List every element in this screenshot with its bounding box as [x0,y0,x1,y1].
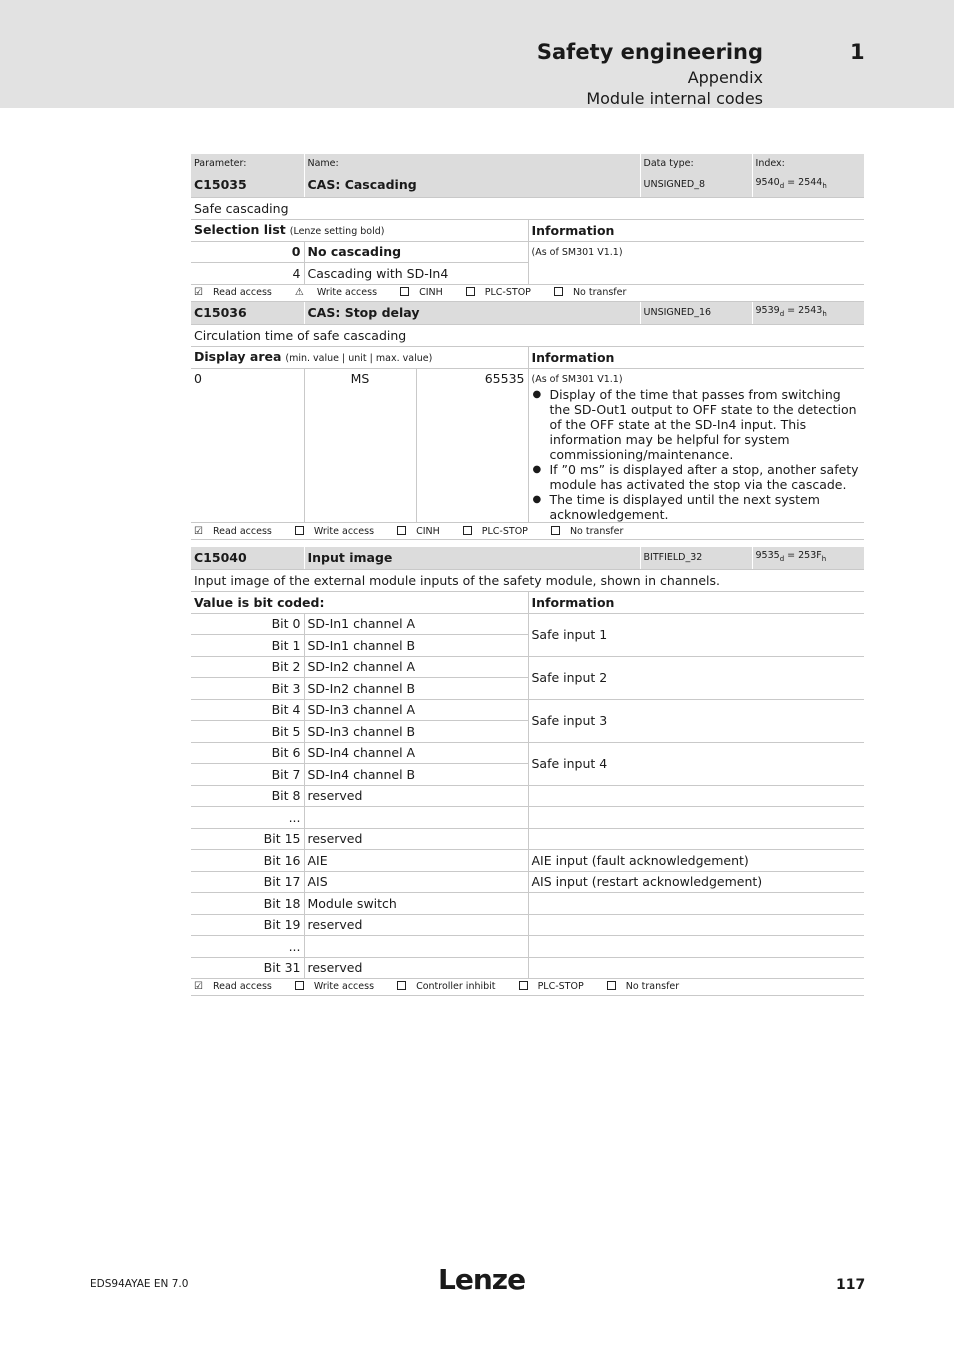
read-access-flag: ☑ Read access [194,287,272,298]
param-name: CAS: Cascading [304,173,640,197]
info-bullet: ● The time is displayed until the next system acknowledgement. [550,492,862,522]
empty-box-icon [400,287,409,296]
param-index: $9540_d = 2544_h$ [752,173,864,197]
page-title: Safety engineering [536,40,763,64]
bit-number: Bit 7 [191,763,304,785]
bit-info [528,806,864,828]
header-band [0,0,954,108]
bit-number: ... [191,806,304,828]
bit-label: reserved [304,957,528,978]
empty-box-icon [463,526,472,535]
bit-label: SD-In3 channel B [304,720,528,742]
param-description: Safe cascading [191,197,864,219]
info-version: (As of SM301 V1.1) [531,374,623,385]
cinh-flag: CINH [397,526,450,537]
section-title: Appendix [687,68,763,87]
plc-stop-flag: PLC-STOP [463,526,538,537]
no-transfer-flag: No transfer [607,981,689,992]
bit-number: Bit 15 [191,828,304,849]
empty-box-icon [551,526,560,535]
data-type-label: Data type: [640,154,752,173]
bit-number: Bit 8 [191,785,304,806]
empty-box-icon [295,981,304,990]
param-data-type: UNSIGNED_16 [640,302,752,325]
write-access-flag: ⚠ Write access [294,287,378,298]
bit-label: Module switch [304,892,528,914]
bit-info [528,914,864,935]
info-text: (As of SM301 V1.1) [528,241,864,284]
plc-stop-flag: PLC-STOP [466,287,541,298]
lenze-logo: Lenze [438,1263,526,1296]
param-index: $9535_d = 253F_h$ [752,547,864,569]
bit-number: Bit 19 [191,914,304,935]
cinh-flag: CINH [400,287,453,298]
bit-label: SD-In2 channel A [304,656,528,677]
bit-number: Bit 18 [191,892,304,914]
bit-number: Bit 3 [191,677,304,699]
bit-label [304,806,528,828]
subsection-title: Module internal codes [586,89,763,108]
option-label: No cascading [304,241,528,262]
bit-info: Safe input 2 [528,656,864,699]
empty-box-icon [466,287,475,296]
checked-box-icon: ☑ [194,287,203,298]
bit-number: Bit 31 [191,957,304,978]
write-access-flag: Write access [295,526,384,537]
bit-number: Bit 6 [191,742,304,763]
unit: MS [304,369,416,523]
bit-number: Bit 17 [191,871,304,892]
display-area-header: Display area (min. value | unit | max. value) [191,347,528,369]
read-access-flag: ☑ Read access [194,525,272,537]
bit-info [528,892,864,914]
bit-label: SD-In4 channel B [304,763,528,785]
index-label: Index: [752,154,864,173]
bit-info: Safe input 1 [528,613,864,656]
param-name: CAS: Stop delay [304,302,640,325]
param-table-c15040 [191,547,864,996]
empty-box-icon [397,981,406,990]
empty-box-icon [397,526,406,535]
read-access-flag: ☑ Read access [194,981,272,992]
parameter-label: Parameter: [191,154,304,173]
access-flags [191,523,864,540]
info-cell [528,369,864,523]
param-code: C15036 [191,302,304,325]
param-name: Input image [304,547,640,569]
param-table-c15035 [191,154,864,302]
bit-label: AIE [304,849,528,871]
information-header: Information [528,347,864,369]
name-label: Name: [304,154,640,173]
bit-info [528,957,864,978]
empty-box-icon [554,287,563,296]
document-id: EDS94AYAE EN 7.0 [90,1278,189,1290]
parameter-tables [191,154,864,996]
param-data-type: BITFIELD_32 [640,547,752,569]
bit-info [528,935,864,957]
bit-info: Safe input 3 [528,699,864,742]
empty-box-icon [295,526,304,535]
bit-number: ... [191,935,304,957]
information-header: Information [528,591,864,613]
page-number: 117 [836,1277,866,1293]
param-data-type: UNSIGNED_8 [640,173,752,197]
bit-label [304,935,528,957]
bit-number: Bit 4 [191,699,304,720]
bit-number: Bit 16 [191,849,304,871]
bit-label: SD-In1 channel A [304,613,528,634]
access-flags [191,284,864,301]
max-value: 65535 [416,369,528,523]
bit-info [528,828,864,849]
bit-info [528,785,864,806]
controller-inhibit-flag: Controller inhibit [397,981,505,992]
option-label: Cascading with SD-In4 [304,262,528,284]
bit-coded-header: Value is bit coded: [191,591,528,613]
checked-box-icon: ☑ [194,981,203,992]
info-bullet: ● Display of the time that passes from switching the SD-Out1 output to OFF state to the detection of the OFF state at the SD-In4 input. This information may be helpful for system commissioning/maintenance. [550,387,862,462]
info-bullets [532,387,862,522]
empty-box-icon [607,981,616,990]
param-table-c15036 [191,302,864,541]
bit-label: reserved [304,914,528,935]
bit-label: reserved [304,785,528,806]
min-value: 0 [191,369,304,523]
bit-label: reserved [304,828,528,849]
info-bullet: ● If ”0 ms” is displayed after a stop, another safety module has activated the stop via the cascade. [550,462,862,492]
selection-list-header: Selection list (Lenze setting bold) [191,219,528,241]
bit-label: SD-In3 channel A [304,699,528,720]
write-access-flag: Write access [295,981,384,992]
access-flags [191,978,864,995]
option-value: 0 [191,241,304,262]
warning-icon: ⚠ [294,287,304,298]
chapter-number: 1 [850,40,865,64]
param-code: C15040 [191,547,304,569]
no-transfer-flag: No transfer [551,526,633,537]
param-code: C15035 [191,173,304,197]
bit-label: SD-In4 channel A [304,742,528,763]
checked-box-icon: ☑ [194,525,203,537]
bit-info: AIE input (fault acknowledgement) [528,849,864,871]
bit-info: Safe input 4 [528,742,864,785]
option-value: 4 [191,262,304,284]
bit-number: Bit 2 [191,656,304,677]
information-header: Information [528,219,864,241]
bit-number: Bit 5 [191,720,304,742]
bit-number: Bit 0 [191,613,304,634]
bit-label: SD-In1 channel B [304,634,528,656]
bit-info: AIS input (restart acknowledgement) [528,871,864,892]
param-index: $9539_d = 2543_h$ [752,302,864,325]
plc-stop-flag: PLC-STOP [519,981,594,992]
empty-box-icon [519,981,528,990]
bit-label: AIS [304,871,528,892]
param-description: Circulation time of safe cascading [191,325,864,347]
param-description: Input image of the external module inputs of the safety module, shown in channels. [191,569,864,591]
bit-number: Bit 1 [191,634,304,656]
bit-label: SD-In2 channel B [304,677,528,699]
no-transfer-flag: No transfer [554,287,636,298]
